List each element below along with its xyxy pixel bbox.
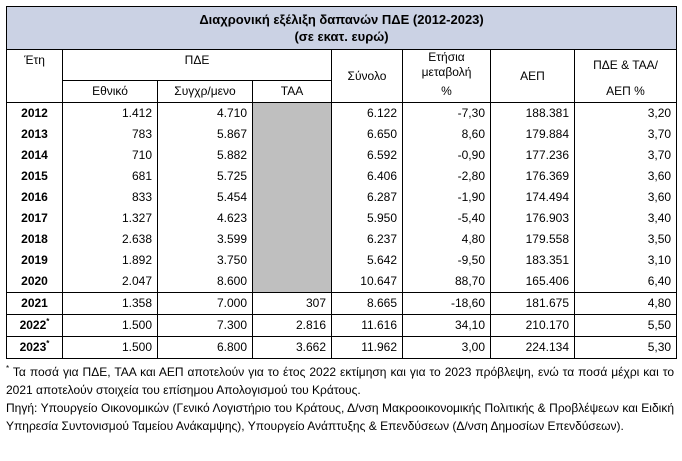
cofinanced-cell: 5.882	[158, 145, 253, 166]
ratio-cell: 3,60	[575, 187, 677, 208]
change-cell: -18,60	[403, 293, 491, 315]
year-cell	[7, 103, 63, 125]
table-row	[7, 166, 677, 187]
ratio-cell: 3,10	[575, 250, 677, 271]
table-body	[7, 103, 677, 359]
table-row	[7, 337, 677, 359]
year-cell	[7, 187, 63, 208]
table-title: Διαχρονική εξέλιξη δαπανών ΠΔΕ (2012-2023)	[199, 12, 484, 27]
year-cell	[7, 250, 63, 271]
total-cell: 8.665	[332, 293, 403, 315]
taa-cell	[253, 103, 332, 125]
national-cell: 681	[63, 166, 158, 187]
national-cell: 833	[63, 187, 158, 208]
taa-cell	[253, 187, 332, 208]
ratio-cell: 3,40	[575, 208, 677, 229]
ratio-cell: 3,70	[575, 124, 677, 145]
cofinanced-cell: 5.454	[158, 187, 253, 208]
year-label: 2017	[21, 211, 48, 225]
header-ratio-line1: ΠΔΕ & ΤΑΑ/	[575, 50, 677, 81]
ratio-cell: 3,50	[575, 229, 677, 250]
year-cell	[7, 166, 63, 187]
ratio-cell: 5,30	[575, 337, 677, 359]
header-annual-change	[403, 50, 491, 81]
ratio-cell: 4,80	[575, 293, 677, 315]
year-label: 2012	[21, 106, 48, 120]
national-cell: 1.358	[63, 293, 158, 315]
cofinanced-cell: 6.800	[158, 337, 253, 359]
ratio-cell: 6,40	[575, 271, 677, 293]
year-cell	[7, 145, 63, 166]
header-annual-change-unit: %	[403, 81, 491, 103]
taa-cell	[253, 145, 332, 166]
gdp-cell: 181.675	[491, 293, 575, 315]
total-cell: 6.406	[332, 166, 403, 187]
footnote	[6, 363, 674, 399]
year-label: 2019	[21, 253, 48, 267]
national-cell: 1.500	[63, 337, 158, 359]
total-cell: 11.962	[332, 337, 403, 359]
header-taa: ΤΑΑ	[253, 81, 332, 103]
ratio-cell: 3,70	[575, 145, 677, 166]
table-row	[7, 103, 677, 125]
cofinanced-cell: 3.750	[158, 250, 253, 271]
table-row	[7, 124, 677, 145]
change-cell: 8,60	[403, 124, 491, 145]
table-row	[7, 271, 677, 293]
taa-cell	[253, 250, 332, 271]
year-label: 2023	[19, 340, 47, 354]
table-row	[7, 187, 677, 208]
source-note: Πηγή: Υπουργείο Οικονομικών (Γενικό Λογιστήριο του Κράτους, Δ/νση Μακροοικονομικής Πολιτικής & Προβλέψεων και Ειδική Υπηρεσία Συντονισμού Ταμείου Ανάκαμψης), Υπουργείο Ανάπτυξης & Επενδύσεων (Δ/νση Δημοσίων Επενδύσεων).	[6, 401, 674, 433]
pde-expenditure-table	[6, 6, 677, 359]
gdp-cell: 188.381	[491, 103, 575, 125]
year-cell	[7, 208, 63, 229]
year-label: 2013	[21, 127, 48, 141]
year-label: 2020	[21, 274, 48, 288]
national-cell: 1.892	[63, 250, 158, 271]
header-pde: ΠΔΕ	[63, 50, 332, 81]
taa-cell	[253, 166, 332, 187]
footnote-mark: *	[6, 364, 10, 373]
year-cell	[7, 271, 63, 293]
gdp-cell: 176.903	[491, 208, 575, 229]
national-cell: 1.412	[63, 103, 158, 125]
taa-cell: 307	[253, 293, 332, 315]
year-cell	[7, 124, 63, 145]
change-cell: 34,10	[403, 315, 491, 337]
year-label: 2015	[21, 169, 48, 183]
change-cell: 88,70	[403, 271, 491, 293]
taa-cell	[253, 229, 332, 250]
estimate-mark: *	[46, 317, 50, 326]
gdp-cell: 174.494	[491, 187, 575, 208]
header-cofinanced: Συγχρ/μενο	[158, 81, 253, 103]
total-cell: 10.647	[332, 271, 403, 293]
total-cell: 6.237	[332, 229, 403, 250]
cofinanced-cell: 5.725	[158, 166, 253, 187]
gdp-cell: 176.369	[491, 166, 575, 187]
table-row	[7, 208, 677, 229]
header-national: Εθνικό	[63, 81, 158, 103]
table-subtitle: (σε εκατ. ευρώ)	[294, 29, 389, 44]
estimate-mark: *	[46, 339, 50, 348]
year-label: 2022	[19, 318, 47, 332]
change-cell: 4,80	[403, 229, 491, 250]
change-cell: 3,00	[403, 337, 491, 359]
change-cell: -2,80	[403, 166, 491, 187]
year-cell	[7, 315, 63, 337]
total-cell: 6.287	[332, 187, 403, 208]
gdp-cell: 179.884	[491, 124, 575, 145]
national-cell: 2.047	[63, 271, 158, 293]
year-cell	[7, 293, 63, 315]
cofinanced-cell: 8.600	[158, 271, 253, 293]
taa-cell	[253, 124, 332, 145]
national-cell: 1.500	[63, 315, 158, 337]
header-year: Έτη	[7, 50, 63, 103]
gdp-cell: 179.558	[491, 229, 575, 250]
total-cell: 11.616	[332, 315, 403, 337]
taa-cell	[253, 208, 332, 229]
change-cell: -1,90	[403, 187, 491, 208]
taa-cell	[253, 271, 332, 293]
taa-cell: 3.662	[253, 337, 332, 359]
cofinanced-cell: 7.300	[158, 315, 253, 337]
expenditure-table-container	[6, 6, 676, 359]
change-cell: -7,30	[403, 103, 491, 125]
total-cell: 5.950	[332, 208, 403, 229]
header-gdp: ΑΕΠ	[491, 50, 575, 103]
year-label: 2014	[21, 148, 48, 162]
change-cell: -9,50	[403, 250, 491, 271]
cofinanced-cell: 5.867	[158, 124, 253, 145]
ratio-cell: 3,20	[575, 103, 677, 125]
taa-cell: 2.816	[253, 315, 332, 337]
gdp-cell: 210.170	[491, 315, 575, 337]
table-row	[7, 229, 677, 250]
table-row	[7, 250, 677, 271]
cofinanced-cell: 4.710	[158, 103, 253, 125]
header-ratio-line2: ΑΕΠ %	[575, 81, 677, 103]
year-cell	[7, 337, 63, 359]
table-row	[7, 293, 677, 315]
cofinanced-cell: 7.000	[158, 293, 253, 315]
ratio-cell: 3,60	[575, 166, 677, 187]
notes	[6, 363, 674, 435]
gdp-cell: 177.236	[491, 145, 575, 166]
total-cell: 6.122	[332, 103, 403, 125]
ratio-cell: 5,50	[575, 315, 677, 337]
table-row	[7, 315, 677, 337]
national-cell: 710	[63, 145, 158, 166]
year-label: 2021	[21, 296, 48, 310]
cofinanced-cell: 4.623	[158, 208, 253, 229]
header-annual-change-line2: μεταβολή	[421, 65, 472, 80]
table-row	[7, 145, 677, 166]
gdp-cell: 224.134	[491, 337, 575, 359]
cofinanced-cell: 3.599	[158, 229, 253, 250]
gdp-cell: 165.406	[491, 271, 575, 293]
year-label: 2018	[21, 232, 48, 246]
total-cell: 5.642	[332, 250, 403, 271]
national-cell: 1.327	[63, 208, 158, 229]
total-cell: 6.592	[332, 145, 403, 166]
total-cell: 6.650	[332, 124, 403, 145]
header-total: Σύνολο	[332, 50, 403, 103]
gdp-cell: 183.351	[491, 250, 575, 271]
change-cell: -5,40	[403, 208, 491, 229]
national-cell: 2.638	[63, 229, 158, 250]
header-annual-change-line1: Ετήσια	[428, 50, 465, 65]
national-cell: 783	[63, 124, 158, 145]
table-title-cell	[7, 7, 677, 50]
footnote-text: Τα ποσά για ΠΔΕ, ΤΑΑ και ΑΕΠ αποτελούν για το έτος 2022 εκτίμηση και για το 2023 πρόβλεψη, ενώ τα ποσά μέχρι και το 2021 αποτελούν στοιχεία του επίσημου Απολογισμού του Κράτους.	[6, 365, 674, 397]
year-label: 2016	[21, 190, 48, 204]
year-cell	[7, 229, 63, 250]
change-cell: -0,90	[403, 145, 491, 166]
